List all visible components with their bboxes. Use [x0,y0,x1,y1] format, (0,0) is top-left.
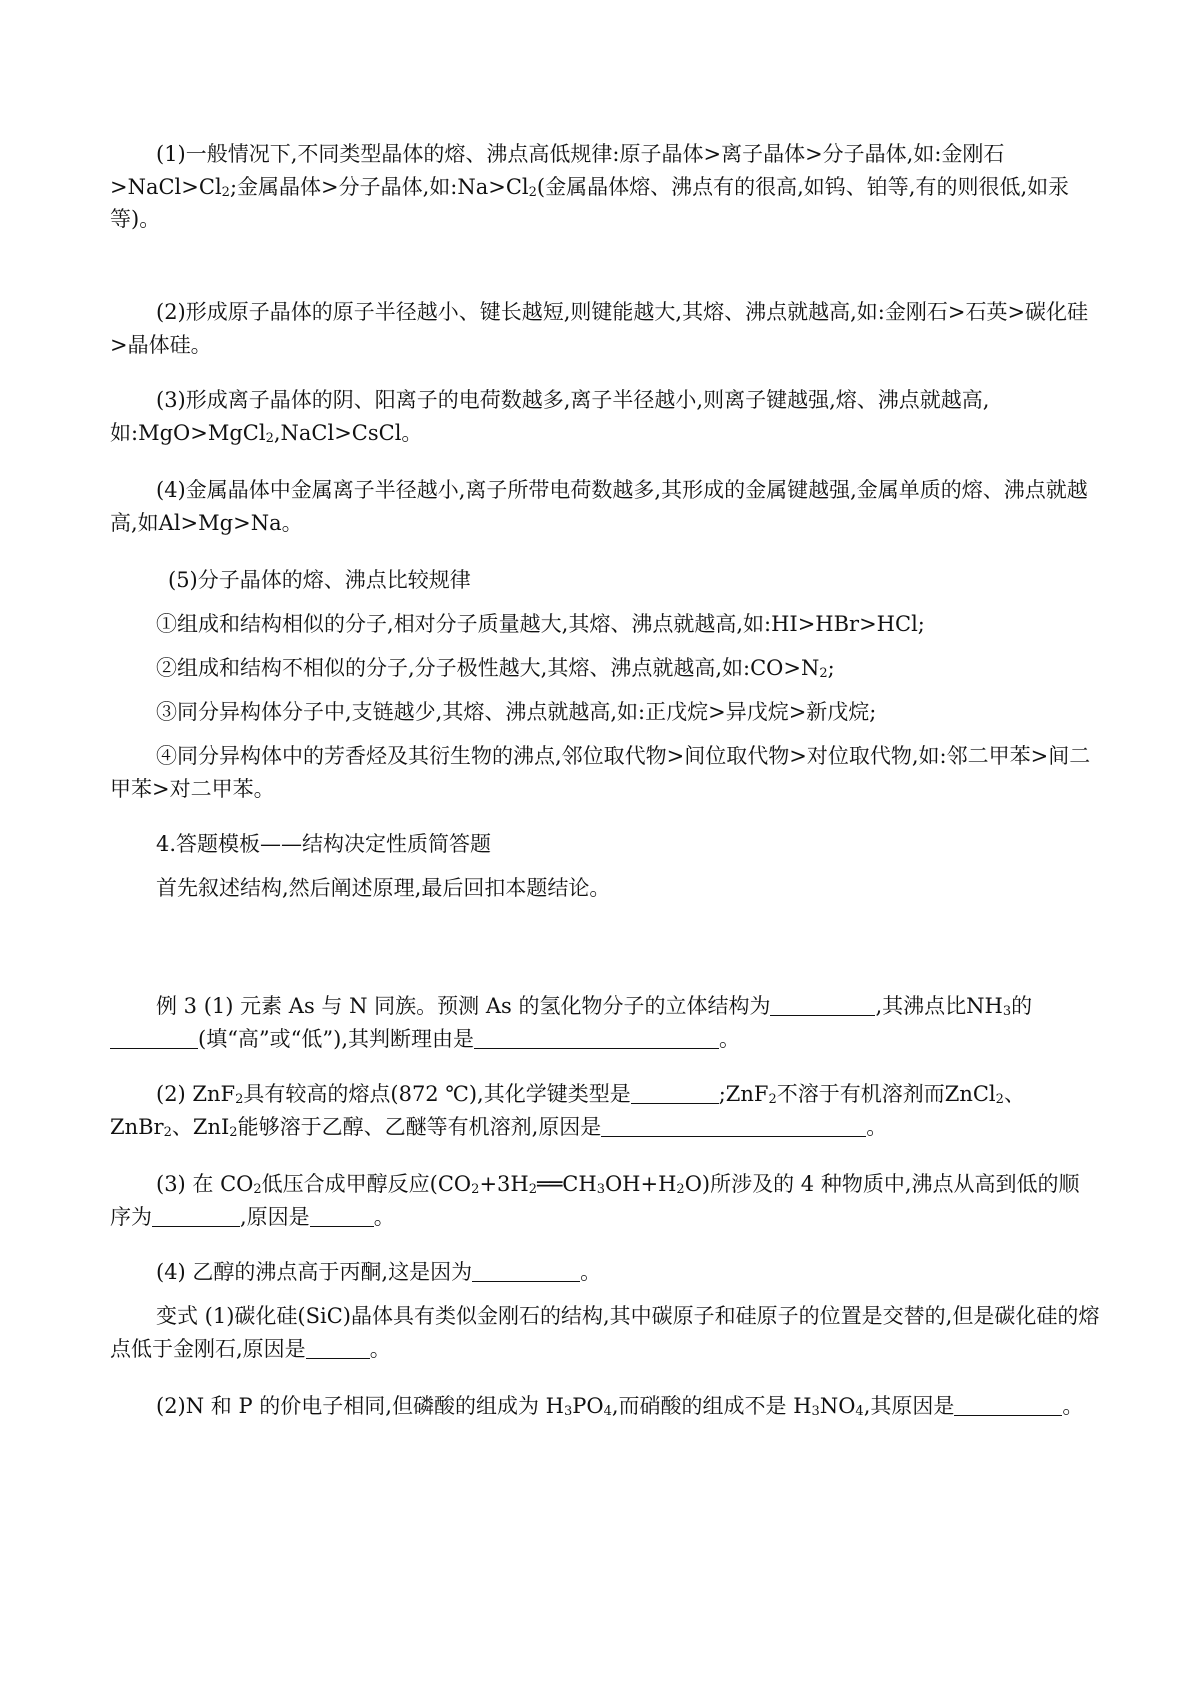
list-item-circled-3: ③同分异构体分子中,支链越少,其熔、沸点就越高,如:正戊烷>异戊烷>新戊烷; [156,700,877,724]
example-3-question-1: 例 3 (1) 元素 As 与 N 同族。预测 As 的氢化物分子的立体结构为 ,其沸点比$NH_3$的(填“高”或“低”),其判断理由是 。 [110,990,1100,1055]
answer-blank[interactable] [601,1114,866,1137]
answer-blank[interactable] [770,993,875,1016]
example-3-question-3: (3) 在 $CO_2$低压合成甲醇反应$(CO_2+3H_2══CH_3OH+H_2O)$所涉及的 4 种物质中,沸点从高到低的顺序为 ,原因是 。 [110,1172,1080,1229]
paragraph-rule-3: (3)形成离子晶体的阴、阳离子的电荷数越多,离子半径越小,则离子键越强,熔、沸点就越高,如:MgO>MgCl$_2$,NaCl>CsCl。 [110,388,990,446]
answer-blank[interactable] [954,1393,1062,1416]
answer-blank[interactable] [152,1204,240,1227]
example-3-question-2: (2) ZnF$_2$具有较高的熔点(872 ℃),其化学键类型是 ;ZnF$_2$不溶于有机溶剂而ZnCl$_2$、ZnBr$_2$、ZnI$_2$能够溶于乙醇、乙醚等有机溶剂,原因是 。 [110,1082,1025,1140]
list-item-circled-1: ①组成和结构相似的分子,相对分子质量越大,其熔、沸点就越高,如:HI>HBr>HCl; [156,612,925,636]
paragraph-rule-4: (4)金属晶体中金属离子半径越小,离子所带电荷数越多,其形成的金属键越强,金属单质的熔、沸点就越高,如Al>Mg>Na。 [110,478,1088,535]
equals-sign: ══ [537,1172,563,1196]
answer-blank[interactable] [306,1336,370,1359]
answer-template-text: 首先叙述结构,然后阐述原理,最后回扣本题结论。 [156,876,611,900]
answer-blank[interactable] [310,1204,374,1227]
variant-question-1: 变式 (1)碳化硅(SiC)晶体具有类似金刚石的结构,其中碳原子和硅原子的位置是交替的,但是碳化硅的熔点低于金刚石,原因是 。 [110,1304,1100,1361]
section-heading-answer-template: 4.答题模板——结构决定性质简答题 [156,832,492,856]
answer-blank[interactable] [631,1081,719,1104]
list-item-circled-2: ②组成和结构不相似的分子,分子极性越大,其熔、沸点就越高,如$:CO>N_2$; [156,656,835,681]
example-3-question-4: (4) 乙醇的沸点高于丙酮,这是因为 。 [156,1260,602,1284]
answer-blank[interactable] [110,1026,198,1049]
paragraph-rule-1: (1)一般情况下,不同类型晶体的熔、沸点高低规律:原子晶体>离子晶体>分子晶体,如:金刚石$>NaCl>Cl_2$;金属晶体>分子晶体,如$:Na>Cl_2$(金属晶体熔、沸点有的很高,如钨、铂等,有的则很低,如汞等)。 [110,142,1070,232]
paragraph-rule-2: (2)形成原子晶体的原子半径越小、键长越短,则键能越大,其熔、沸点就越高,如:金刚石>石英>碳化硅>晶体硅。 [110,300,1089,357]
answer-blank[interactable] [474,1026,719,1049]
variant-question-2: (2)N 和 P 的价电子相同,但磷酸的组成为 $H_3PO_4$,而硝酸的组成不是 $H_3NO_4$,其原因是 。 [156,1394,1084,1419]
answer-blank[interactable] [472,1259,580,1282]
list-item-circled-4: ④同分异构体中的芳香烃及其衍生物的沸点,邻位取代物>间位取代物>对位取代物,如:邻二甲苯>间二甲苯>对二甲苯。 [110,744,1091,801]
paragraph-rule-5-heading: (5)分子晶体的熔、沸点比较规律 [168,568,471,592]
